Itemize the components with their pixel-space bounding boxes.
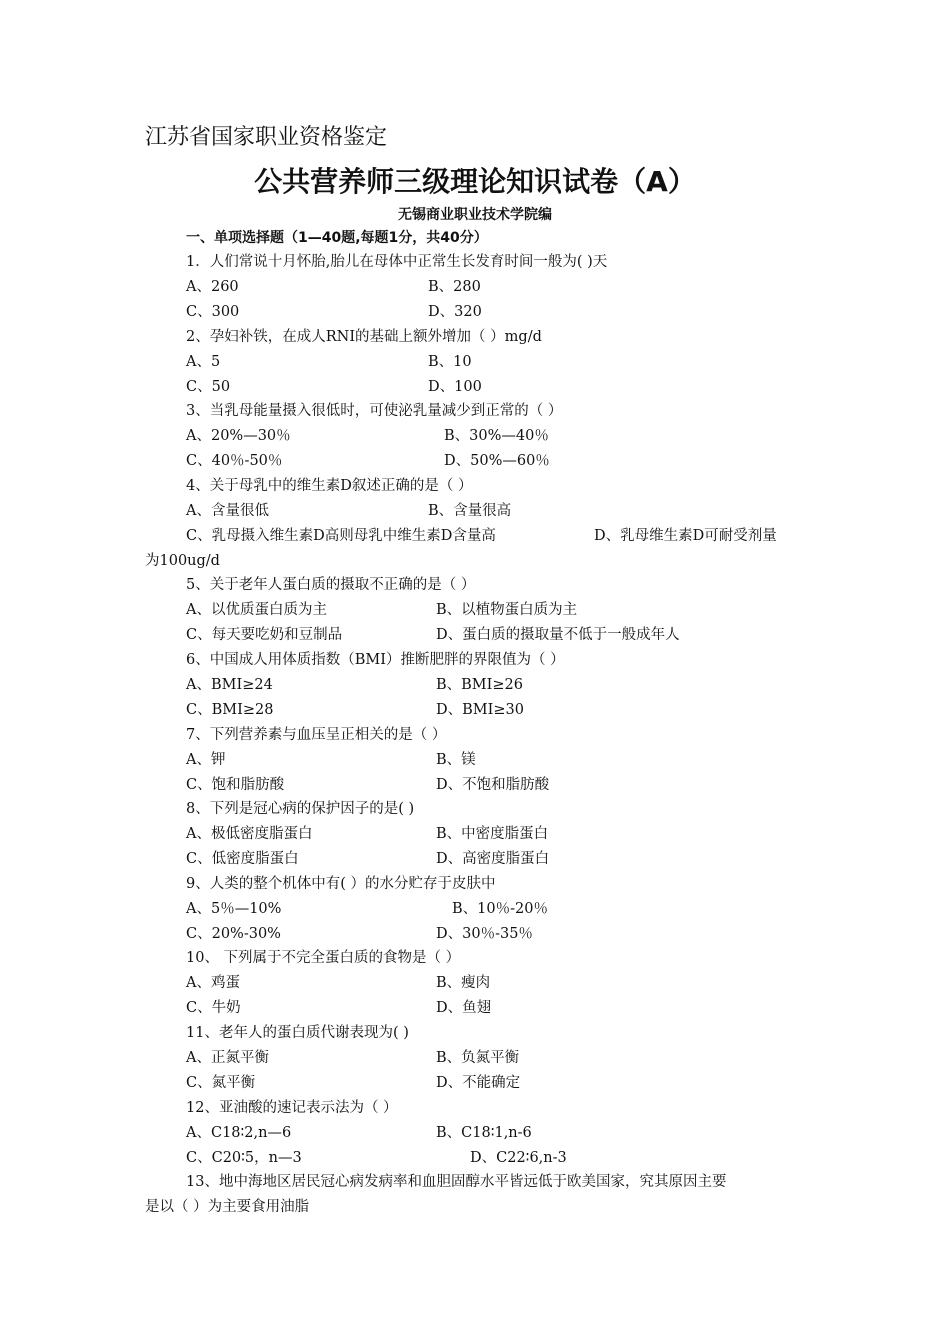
option: A、钾 <box>186 752 226 768</box>
option: B、10 <box>428 354 472 370</box>
option: C、牛奶 <box>186 1000 241 1016</box>
option: C、20%-30% <box>186 926 281 942</box>
section-heading: 一、单项选择题（1—40题,每题1分，共40分） <box>186 230 488 246</box>
option: D、100 <box>428 379 482 395</box>
option: B、以植物蛋白质为主 <box>436 602 578 618</box>
option: D、高密度脂蛋白 <box>436 851 550 867</box>
option: B、中密度脂蛋白 <box>436 826 549 842</box>
question-stem: 3、当乳母能量摄入很低时，可使泌乳量减少到正常的（ ） <box>186 403 563 419</box>
option: C、每天要吃奶和豆制品 <box>186 627 343 643</box>
option: C、BMI≥28 <box>186 702 274 718</box>
option: A、BMI≥24 <box>186 677 273 693</box>
option: D、C22∶6,n-3 <box>470 1150 567 1166</box>
question-stem: 6、中国成人用体质指数（BMI）推断肥胖的界限值为（ ） <box>186 652 565 668</box>
option: D、不能确定 <box>436 1075 521 1091</box>
option: D、鱼翅 <box>436 1000 492 1016</box>
option: A、5 <box>186 354 221 370</box>
option: D、不饱和脂肪酸 <box>436 777 550 793</box>
option: B、30%—40％ <box>444 428 549 444</box>
option: A、鸡蛋 <box>186 975 240 991</box>
option: A、含量很低 <box>186 503 269 519</box>
question-stem: 12、亚油酸的速记表示法为（ ） <box>186 1100 398 1116</box>
option: A、以优质蛋白质为主 <box>186 602 327 618</box>
option: B、负氮平衡 <box>436 1050 520 1066</box>
option: A、正氮平衡 <box>186 1050 269 1066</box>
option: C、300 <box>186 304 240 320</box>
option: B、10％-20％ <box>452 901 548 917</box>
option: D、30％-35％ <box>436 926 533 942</box>
question-stem: 11、老年人的蛋白质代谢表现为( ) <box>186 1025 409 1041</box>
question-stem: 7、下列营养素与血压呈正相关的是（ ） <box>186 727 447 743</box>
option: B、C18∶1,n-6 <box>436 1125 532 1141</box>
exam-title: 公共营养师三级理论知识试卷（A） <box>254 165 696 198</box>
option: A、260 <box>186 279 239 295</box>
question-stem: 1．人们常说十月怀胎,胎儿在母体中正常生长发育时间一般为( )天 <box>186 254 608 270</box>
option: B、280 <box>428 279 481 295</box>
option: C、低密度脂蛋白 <box>186 851 299 867</box>
option: D、BMI≥30 <box>436 702 524 718</box>
compiler-line: 无锡商业职业技术学院编 <box>398 207 552 223</box>
option: C、C20∶5，n—3 <box>186 1150 302 1166</box>
option: C、50 <box>186 379 231 395</box>
option: D、蛋白质的摄取量不低于一般成年人 <box>436 627 680 643</box>
option-continuation: 为100ug/d <box>145 553 220 569</box>
question-stem: 9、人类的整个机体中有( ）的水分贮存于皮肤中 <box>186 876 496 892</box>
option: B、含量很高 <box>428 503 512 519</box>
option: C、乳母摄入维生素D高则母乳中维生素D含量高 <box>186 528 496 544</box>
option: D、乳母维生素D可耐受剂量 <box>594 528 777 544</box>
option: B、BMI≥26 <box>436 677 523 693</box>
question-stem: 13、地中海地区居民冠心病发病率和血胆固醇水平皆远低于欧美国家，究其原因主要 <box>186 1174 727 1190</box>
option: C、氮平衡 <box>186 1075 256 1091</box>
option: C、40％-50％ <box>186 453 283 469</box>
question-continuation: 是以（ ）为主要食用油脂 <box>145 1199 310 1215</box>
option: A、20%—30％ <box>186 428 291 444</box>
option: A、极低密度脂蛋白 <box>186 826 313 842</box>
option: B、瘦肉 <box>436 975 491 991</box>
question-stem: 5、关于老年人蛋白质的摄取不正确的是（ ） <box>186 577 476 593</box>
question-stem: 4、关于母乳中的维生素D叙述正确的是（ ） <box>186 478 473 494</box>
option: A、5％—10% <box>186 901 282 917</box>
option: D、320 <box>428 304 482 320</box>
question-stem: 2、孕妇补铁，在成人RNI的基础上额外增加（ ）mg/d <box>186 329 542 345</box>
option: C、饱和脂肪酸 <box>186 777 285 793</box>
option: A、C18∶2,n—6 <box>186 1125 292 1141</box>
option: D、50%—60％ <box>444 453 550 469</box>
option: B、镁 <box>436 752 476 768</box>
org-heading: 江苏省国家职业资格鉴定 <box>145 125 388 150</box>
question-stem: 10、 下列属于不完全蛋白质的食物是（ ） <box>186 950 461 966</box>
question-stem: 8、下列是冠心病的保护因子的是( ) <box>186 801 415 817</box>
